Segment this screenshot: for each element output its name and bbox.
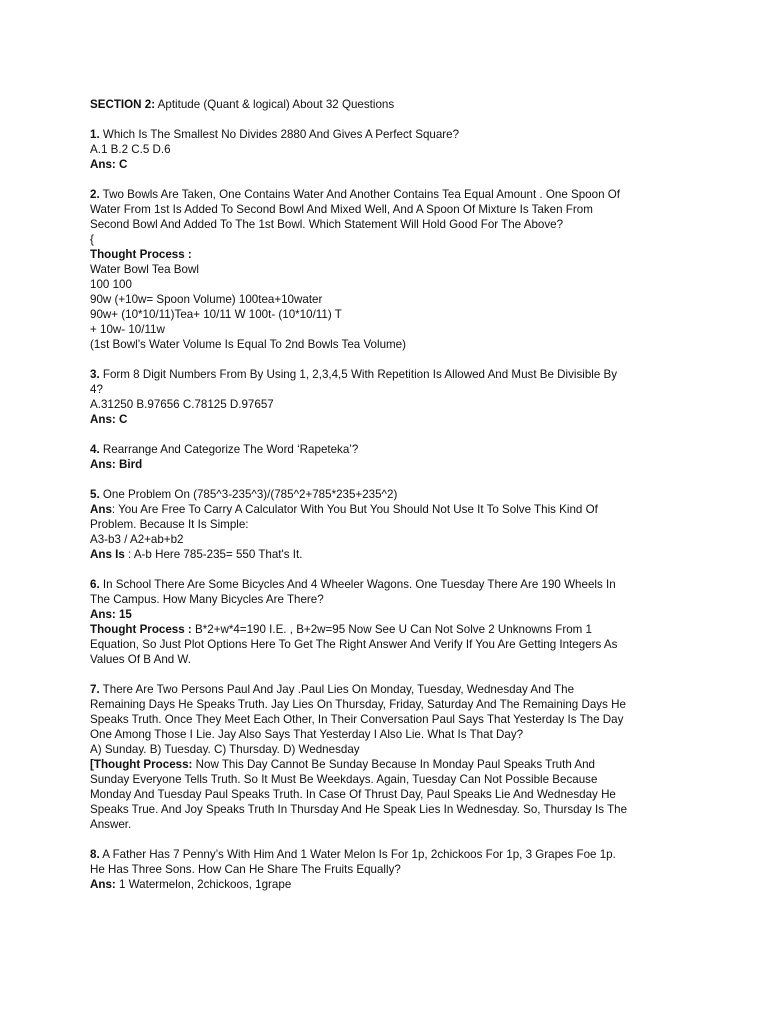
thought-process-line: (1st Bowl’s Water Volume Is Equal To 2nd Bowls Tea Volume) <box>90 338 406 351</box>
question-1-options: A.1 B.2 C.5 D.6 <box>90 143 171 156</box>
spacer <box>90 667 690 682</box>
question-number: 6. <box>90 578 100 591</box>
question-5 <box>90 487 690 502</box>
question-6-line: The Campus. How Many Bicycles Are There? <box>90 593 324 606</box>
question-5-formula: A3-b3 / A2+ab+b2 <box>90 533 184 546</box>
question-number: 7. <box>90 683 100 696</box>
question-7-line: One Among Those I Lie. Jay Also Says That Yesterday I Also Lie. What Is That Day? <box>90 728 524 741</box>
question-2 <box>90 187 690 202</box>
question-8 <box>90 847 690 862</box>
question-7-line: Speaks Truth. Once They Meet Each Other, In Their Conversation Paul Says That Yesterday Is The Day <box>90 713 624 726</box>
thought-process-line: 100 100 <box>90 278 132 291</box>
question-number: 8. <box>90 848 100 861</box>
section-heading <box>90 97 690 112</box>
question-7-options: A) Sunday. B) Tuesday. C) Thursday. D) Wednesday <box>90 743 360 756</box>
thought-process-line: Answer. <box>90 818 132 831</box>
spacer <box>90 832 690 847</box>
thought-process-line: 90w (+10w= Spoon Volume) 100tea+10water <box>90 293 323 306</box>
document-page <box>90 97 690 892</box>
thought-process-label: Thought Process : <box>90 248 192 261</box>
thought-process-line: Sunday Everyone Tells Truth. So It Must Be Weekdays. Again, Tuesday Can Not Possible Because <box>90 773 598 786</box>
question-number: 4. <box>90 443 100 456</box>
question-2-line: Water From 1st Is Added To Second Bowl And Mixed Well, And A Spoon Of Mixture Is Taken From <box>90 203 593 216</box>
question-5-answer: Ans: You Are Free To Carry A Calculator With You But You Should Not Use It To Solve This Kind Of <box>90 503 598 516</box>
spacer <box>90 352 690 367</box>
thought-process-line: 90w+ (10*10/11)Tea+ 10/11 W 100t- (10*10/11) T <box>90 308 342 321</box>
thought-process-line: Monday And Tuesday Paul Speaks Truth. In Case Of Thrust Day, Paul Speaks Lie And Wednesday He <box>90 788 616 801</box>
question-text: One Problem On (785^3-235^3)/(785^2+785*235+235^2) <box>99 488 398 501</box>
question-6 <box>90 577 690 592</box>
question-4 <box>90 442 690 457</box>
section-text: Aptitude (Quant & logical) About 32 Questions <box>155 98 395 111</box>
spacer <box>90 172 690 187</box>
question-1 <box>90 127 690 142</box>
question-7 <box>90 682 690 697</box>
question-text: Form 8 Digit Numbers From By Using 1, 2,3,4,5 With Repetition Is Allowed And Must Be Divisible By <box>99 368 618 381</box>
thought-process-line: Water Bowl Tea Bowl <box>90 263 199 276</box>
question-1-answer: Ans: C <box>90 158 128 171</box>
spacer <box>90 112 690 127</box>
question-text: Two Bowls Are Taken, One Contains Water And Another Contains Tea Equal Amount . One Spoon Of <box>99 188 620 201</box>
question-3-options: A.31250 B.97656 C.78125 D.97657 <box>90 398 274 411</box>
question-4-answer: Ans: Bird <box>90 458 143 471</box>
thought-process: Thought Process : B*2+w*4=190 I.E. , B+2w=95 Now See U Can Not Solve 2 Unknowns From 1 <box>90 623 592 636</box>
question-3-line: 4? <box>90 383 103 396</box>
question-6-answer: Ans: 15 <box>90 608 132 621</box>
question-number: 5. <box>90 488 100 501</box>
thought-process: [Thought Process: Now This Day Cannot Be Sunday Because In Monday Paul Speaks Truth And <box>90 758 596 771</box>
thought-process-line: Speaks True. And Joy Speaks Truth In Thursday And He Speak Lies In Wednesday. So, Thursday Is The <box>90 803 628 816</box>
question-8-answer: Ans: 1 Watermelon, 2chickoos, 1grape <box>90 878 292 891</box>
question-text: There Are Two Persons Paul And Jay .Paul Lies On Monday, Tuesday, Wednesday And The <box>99 683 575 696</box>
question-text: Which Is The Smallest No Divides 2880 And Gives A Perfect Square? <box>99 128 460 141</box>
question-3 <box>90 367 690 382</box>
spacer <box>90 562 690 577</box>
thought-process-line: Values Of B And W. <box>90 653 191 666</box>
question-number: 3. <box>90 368 100 381</box>
question-text: Rearrange And Categorize The Word ‘Rapeteka’? <box>99 443 359 456</box>
question-number: 1. <box>90 128 100 141</box>
question-5-answer-is: Ans Is : A-b Here 785-235= 550 That's It. <box>90 548 303 561</box>
question-8-line: He Has Three Sons. How Can He Share The Fruits Equally? <box>90 863 401 876</box>
question-7-line: Remaining Days He Speaks Truth. Jay Lies On Thursday, Friday, Saturday And The Remaining Days He <box>90 698 626 711</box>
question-5-answer-line: Problem. Because It Is Simple: <box>90 518 249 531</box>
question-2-line: Second Bowl And Added To The 1st Bowl. Which Statement Will Hold Good For The Above? <box>90 218 564 231</box>
spacer <box>90 427 690 442</box>
thought-process-line: + 10w- 10/11w <box>90 323 165 336</box>
question-2-brace: { <box>90 233 94 246</box>
question-text: In School There Are Some Bicycles And 4 Wheeler Wagons. One Tuesday There Are 190 Wheels In <box>99 578 616 591</box>
question-3-answer: Ans: C <box>90 413 128 426</box>
question-text: A Father Has 7 Penny’s With Him And 1 Water Melon Is For 1p, 2chickoos For 1p, 3 Grapes Foe 1p. <box>99 848 616 861</box>
question-number: 2. <box>90 188 100 201</box>
spacer <box>90 472 690 487</box>
thought-process-line: Equation, So Just Plot Options Here To Get The Right Answer And Verify If You Are Getting Integers As <box>90 638 618 651</box>
section-label: SECTION 2: <box>90 98 156 111</box>
